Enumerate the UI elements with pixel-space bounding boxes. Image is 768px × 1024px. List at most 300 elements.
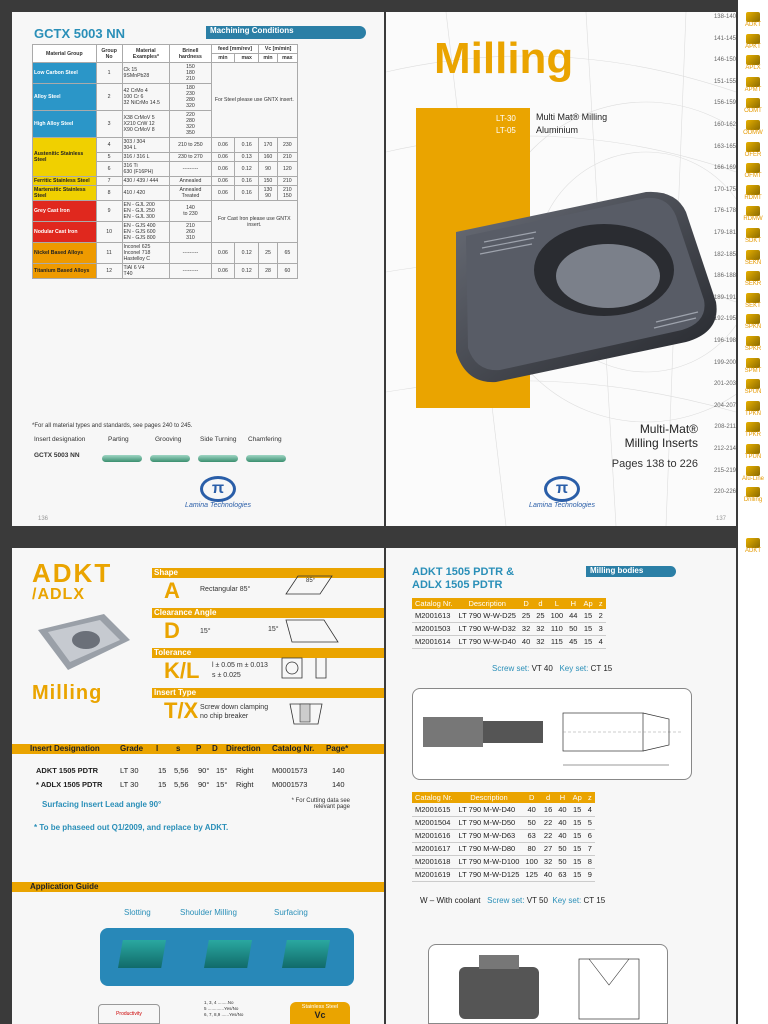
app-shoulder-milling: Shoulder Milling: [180, 908, 237, 917]
tab-item-spkn[interactable]: [713, 314, 768, 331]
cell-fmax: 0.13: [235, 153, 259, 162]
cell-vmin: 150: [259, 177, 277, 186]
cell-examples: Inconel 625 Inconel 718 Hastelloy C: [122, 243, 170, 264]
table-row: [412, 868, 595, 881]
cell-s: 5,56: [174, 766, 189, 775]
tab-item-apmt[interactable]: [713, 77, 768, 93]
table-cell: 3: [596, 622, 606, 635]
shape-desc: Rectangular 85°: [200, 586, 251, 593]
table-cell: 27: [541, 842, 555, 855]
tab-page-range: 204-207: [713, 402, 736, 409]
insert-type-diagram-icon: [288, 702, 324, 726]
insert-type-head: Insert Type: [152, 688, 384, 698]
shell-body-drawing: [428, 944, 668, 1024]
cell-examples: 303 / 304 304 L: [122, 138, 170, 153]
insert-type-letter: T/X: [164, 698, 199, 723]
cell-l: 15: [158, 780, 167, 789]
cell-vmin: 28: [259, 264, 277, 279]
material-group: Ferritic Stainless Steel: [33, 177, 97, 186]
material-group: Nickel Based Alloys: [33, 243, 97, 264]
cell-vmax: 230: [277, 138, 297, 153]
tab-item-drilling[interactable]: [713, 487, 768, 504]
clearance-angle: 15°: [268, 626, 279, 633]
tab-item-adkt-current[interactable]: [738, 538, 768, 554]
table-row: [33, 138, 298, 153]
table-cell: M2001618: [412, 855, 456, 868]
cell-examples: X38 CrMoV 5 X210 CrW 12 X90 CrMoV 8: [122, 111, 170, 138]
shell-bodies-table: [412, 792, 595, 882]
cell-no: 12: [96, 264, 122, 279]
table-cell: M2001503: [412, 622, 456, 635]
tab-item-tpun[interactable]: [713, 444, 768, 460]
lt-grade-30: LT-30: [496, 114, 516, 123]
table-cell: 15: [580, 609, 595, 622]
insert-thumb-icon: [746, 401, 760, 411]
key-set-label: Key set:: [552, 896, 582, 905]
cell-fmin: 0.06: [211, 153, 235, 162]
cell-fmax: 0.12: [235, 264, 259, 279]
op-chamfering: Chamfering: [248, 436, 282, 443]
key-set-value: CT 15: [583, 896, 606, 905]
table-cell: LT 790 M-W-D63: [456, 829, 523, 842]
th-col: z: [585, 792, 595, 803]
table-cell: 80: [522, 842, 541, 855]
insert-thumb-icon: [746, 293, 760, 303]
table-cell: 110: [548, 622, 567, 635]
tab-page-range: 176-178: [713, 208, 736, 215]
tab-item-ofmt[interactable]: [713, 163, 768, 180]
tab-code: APKT: [745, 43, 761, 50]
tab-code: OFER: [744, 151, 762, 158]
th-p: P: [196, 744, 202, 753]
coolant-note: [420, 896, 605, 905]
tab-page-range: 208-211: [714, 424, 736, 431]
tab-page-range: 215-219: [713, 467, 736, 474]
cell-fmax: 0.12: [235, 162, 259, 177]
tab-item-spmt[interactable]: [713, 358, 768, 374]
cell-page: 140: [332, 766, 345, 775]
table-cell: 22: [541, 816, 555, 829]
adkt-title: ADKT: [32, 558, 113, 588]
cell-grade: LT 30: [120, 780, 139, 789]
table-row: [412, 842, 595, 855]
table-cell: 100: [548, 609, 567, 622]
table-cell: 8: [585, 855, 595, 868]
table-cell: 15: [580, 635, 595, 648]
lt-desc-2: Aluminium: [536, 125, 579, 135]
milling-bodies-tag: Milling bodies: [586, 566, 676, 577]
table-cell: 63: [522, 829, 541, 842]
shank-bodies-table: [412, 598, 606, 649]
table-cell: 25: [519, 609, 533, 622]
tab-item-odmw[interactable]: [713, 120, 768, 136]
tab-page-range: 138-140: [713, 14, 736, 20]
table-cell: 44: [566, 609, 580, 622]
cell-no: 4: [96, 138, 122, 153]
th-brinell: Brinell hardness: [170, 45, 211, 63]
side-turning-insert-icon: [198, 455, 238, 462]
th-col: Description: [456, 792, 523, 803]
cell-examples: Ck 15 9SMnPb28: [122, 63, 170, 84]
table-row: [33, 201, 298, 222]
table-cell: 50: [555, 855, 569, 868]
cell-fmax: 0.16: [235, 177, 259, 186]
table-cell: 4: [596, 635, 606, 648]
clearance-diagram-icon: [284, 616, 344, 646]
insert-thumb-icon: [746, 358, 760, 368]
tab-item-sdkt[interactable]: [713, 228, 768, 244]
application-images: [100, 928, 354, 986]
page-number: 136: [38, 516, 49, 522]
th-col: Ap: [580, 598, 595, 609]
cell-p: 90°: [198, 766, 210, 775]
tab-page-range: 189-191: [713, 294, 736, 301]
page-136: [12, 12, 384, 526]
tab-item-aplx[interactable]: [713, 55, 768, 72]
chamfering-insert-icon: [246, 455, 286, 462]
insert-thumb-icon: [746, 538, 760, 548]
table-cell: 40: [519, 635, 533, 648]
table-cell: 40: [522, 803, 541, 816]
table-row: [412, 622, 606, 635]
table-row: [412, 609, 606, 622]
face-mill-drawing-icon: [429, 945, 669, 1024]
insert-thumb-icon: [746, 466, 760, 476]
phase-out-note: * To be phaseed out Q1/2009, and replace by ADKT.: [34, 823, 229, 832]
cell-hardness: 150 180 210: [170, 63, 211, 84]
material-group: High Alloy Steel: [33, 111, 97, 138]
cell-hardness: 210 260 310: [170, 222, 211, 243]
th-col: Description: [456, 598, 519, 609]
th-material-group: Material Group: [33, 45, 97, 63]
tab-page-range: 186-188: [713, 273, 736, 280]
key-set-value: CT 15: [590, 664, 613, 673]
cell-no: 1: [96, 63, 122, 84]
cell-examples: 316 Ti 630 (F16PH): [122, 162, 170, 177]
table-cell: 4: [585, 803, 595, 816]
tab-page-range: 182-185: [713, 251, 736, 258]
tab-item-odmt[interactable]: [713, 98, 768, 115]
th-grade: Grade: [120, 744, 144, 753]
tab-page-range: 196-198: [713, 338, 736, 344]
th-vc: Vc [m/min]: [259, 45, 298, 54]
th-direction: Direction: [226, 744, 261, 753]
table-cell: 45: [566, 635, 580, 648]
tab-item-tpkr[interactable]: [714, 422, 768, 439]
th-max: max: [235, 54, 259, 63]
tab-item-alu-line[interactable]: [713, 466, 768, 482]
cell-vmin: 160: [259, 153, 277, 162]
table-cell: 6: [585, 829, 595, 842]
tab-code: SEKR: [744, 281, 762, 288]
cell-vmax: 60: [277, 264, 297, 279]
insert-thumb-icon: [746, 228, 760, 238]
legend-line-3: 6, 7, 8,9 ......Yes/No: [204, 1012, 244, 1017]
insert-thumb-icon: [746, 487, 760, 497]
mm-pages: Pages 138 to 226: [611, 458, 698, 470]
insert-thumb-icon: [746, 271, 760, 281]
end-mill-drawing-icon: [413, 689, 693, 781]
material-group: Nodular Cast Iron: [33, 222, 97, 243]
cell-examples: 316 / 316 L: [122, 153, 170, 162]
tab-item-rdmw[interactable]: [713, 206, 768, 223]
tab-item-sekr[interactable]: [713, 271, 768, 288]
insert-designation-label: Insert designation: [34, 436, 86, 443]
material-footnote: *For all material types and standards, see pages 240 to 245.: [32, 423, 193, 429]
slotting-block-icon: [118, 940, 166, 968]
tab-item-sekn[interactable]: [713, 250, 768, 266]
cell-no: 11: [96, 243, 122, 264]
th-min: min: [259, 54, 277, 63]
tab-page-range: 156-159: [713, 100, 736, 107]
cell-hardness: Annealed Treated: [170, 186, 211, 201]
cell-no: 7: [96, 177, 122, 186]
table-row: [412, 855, 595, 868]
milling-insert-icon: [436, 172, 726, 392]
th-col: D: [519, 598, 533, 609]
table-cell: 40: [541, 868, 555, 881]
shoulder-block-icon: [204, 940, 252, 968]
cell-cat: M0001573: [272, 766, 308, 775]
insert-thumb-icon: [746, 142, 760, 152]
page-title: [412, 566, 514, 592]
table-cell: 15: [570, 829, 585, 842]
cell-l: 15: [158, 766, 167, 775]
clearance-letter: D: [164, 618, 180, 643]
cell-fmax: 0.16: [235, 138, 259, 153]
table-cell: LT 790 W-W-D25: [456, 609, 519, 622]
cell-vmax: 120: [277, 162, 297, 177]
tab-code: APMT: [744, 86, 762, 93]
tab-code: ADKT: [744, 548, 761, 554]
cell-page: 140: [332, 780, 345, 789]
table-cell: 32: [533, 622, 547, 635]
table-cell: M2001614: [412, 635, 456, 648]
table-cell: 40: [555, 816, 569, 829]
table-cell: 7: [585, 842, 595, 855]
cell-hardness: 140 to 230: [170, 201, 211, 222]
table-cell: 125: [522, 868, 541, 881]
pi-logo-icon: π: [544, 476, 580, 502]
cell-examples: 42 CrMo 4 100 Cr 6 32 NiCrMo 14.5: [122, 84, 170, 111]
table-row: [412, 635, 606, 648]
surfacing-lead-note: Surfacing Insert Lead angle 90°: [42, 800, 162, 809]
cell-fmin: 0.06: [211, 177, 235, 186]
cutting-data-note: * For Cutting data see relevant page: [291, 798, 350, 810]
tab-page-range: 179-181: [713, 230, 736, 236]
cell-no: 6: [96, 162, 122, 177]
cell-no: 9: [96, 201, 122, 222]
title-line-1: ADKT 1505 PDTR &: [412, 566, 515, 578]
mm-title-1: Multi-Mat®: [639, 422, 698, 436]
cell-fmin: 0.06: [211, 162, 235, 177]
tolerance-letter: K/L: [164, 658, 200, 683]
adkt-insert-icon: [34, 610, 134, 676]
key-set-label: Key set:: [559, 664, 589, 673]
cell-fmin: 0.06: [211, 243, 235, 264]
page-137: [386, 12, 736, 526]
tab-item-apkt[interactable]: [713, 34, 768, 50]
table-cell: LT 790 M-W-D80: [456, 842, 523, 855]
cell-fmin: 0.06: [211, 186, 235, 201]
table-cell: 15: [570, 803, 585, 816]
table-cell: 15: [570, 855, 585, 868]
tab-code: RDMT: [744, 194, 762, 201]
legend-line-1: 1, 3, 4 ........No: [204, 1000, 234, 1005]
cell-hardness: ---------: [170, 264, 211, 279]
insert-thumb-icon: [746, 314, 760, 324]
table-cell: 25: [533, 609, 547, 622]
cell-vmin: 170: [259, 138, 277, 153]
cell-fmax: 0.12: [235, 243, 259, 264]
cell-name: ADKT 1505 PDTR: [36, 766, 99, 775]
table-cell: 5: [585, 816, 595, 829]
table-row: [412, 829, 595, 842]
tab-item-sekt[interactable]: [713, 293, 768, 309]
th-material-examples: Material Examples*: [122, 45, 170, 63]
mm-title-2: Milling Inserts: [624, 436, 698, 450]
cell-no: 5: [96, 153, 122, 162]
th-s: s: [176, 744, 181, 753]
th-col: d: [541, 792, 555, 803]
stainless-label: Stainless Steel: [301, 1004, 339, 1010]
tab-code: Alu-Line: [741, 475, 764, 482]
insert-thumb-icon: [746, 77, 760, 87]
designation-row: [32, 780, 362, 792]
tolerance-desc-1: l ± 0.05 m ± 0.013: [212, 662, 268, 669]
th-col: H: [566, 598, 580, 609]
lamina-text: Lamina Technologies: [185, 502, 251, 509]
tab-code: SDKT: [744, 238, 761, 244]
tab-item-ofer[interactable]: [713, 142, 768, 158]
insert-thumb-icon: [746, 34, 760, 44]
app-slotting: Slotting: [124, 908, 151, 917]
clearance-head: Clearance Angle: [152, 608, 384, 618]
cell-examples: 410 / 420: [122, 186, 170, 201]
screw-set-label: Screw set:: [487, 896, 525, 905]
cell-hardness: 230 to 270: [170, 153, 211, 162]
table-cell: LT 790 M-W-D100: [456, 855, 523, 868]
cell-no: 10: [96, 222, 122, 243]
tab-page-range: 151-155: [713, 78, 736, 85]
cell-vmin: 130 90: [259, 186, 277, 201]
tab-code: SEKN: [744, 259, 762, 266]
th-col: L: [548, 598, 567, 609]
table-cell: 15: [570, 868, 585, 881]
material-group: Low Carbon Steel: [33, 63, 97, 84]
machining-conditions-tag: Machining Conditions: [206, 26, 366, 39]
cell-fmin: 0.06: [211, 138, 235, 153]
table-cell: M2001617: [412, 842, 456, 855]
screw-set-1: [492, 664, 612, 673]
th-col: D: [522, 792, 541, 803]
tab-page-range: 160-162: [713, 122, 736, 128]
tab-page-range: 212-214: [713, 446, 736, 452]
milling-title: Milling: [434, 34, 574, 83]
machining-table: [32, 44, 298, 279]
th-catalog: Catalog Nr.: [272, 744, 315, 753]
table-row: [412, 816, 595, 829]
cell-examples: EN - GJS 400 EN - GJS 600 EN - GJS 800: [122, 222, 170, 243]
cell-s: 5,56: [174, 780, 189, 789]
tab-item-rdmt[interactable]: [713, 185, 768, 201]
insert-thumb-icon: [746, 422, 760, 432]
th-col: Catalog Nr.: [412, 598, 456, 609]
bottom-legend: [204, 1000, 284, 1018]
screw-set-value: VT 40: [531, 664, 553, 673]
cell-examples: TiAl 6 V4 T40: [122, 264, 170, 279]
th-col: H: [555, 792, 569, 803]
tab-page-range: 141-145: [713, 35, 736, 42]
insert-thumb-icon: [746, 55, 760, 65]
table-cell: LT 790 W-W-D40: [456, 635, 519, 648]
table-row: [33, 264, 298, 279]
insert-thumb-icon: [746, 120, 760, 130]
cell-examples: 430 / 439 / 444: [122, 177, 170, 186]
cell-grade: LT 30: [120, 766, 139, 775]
table-cell: 2: [596, 609, 606, 622]
tab-code: TPKN: [744, 410, 761, 417]
cell-vmax: 210: [277, 177, 297, 186]
tab-page-range: 201-203: [713, 381, 736, 388]
tab-item-spkr[interactable]: [713, 336, 768, 352]
milling-label: Milling: [32, 682, 103, 704]
tab-code: TPKR: [744, 432, 761, 439]
cell-hardness: ---------: [170, 162, 211, 177]
designation-row: [32, 766, 362, 778]
table-row: [33, 186, 298, 201]
shape-letter: A: [164, 578, 180, 603]
cell-hardness: Annealed: [170, 177, 211, 186]
lamina-logo: [522, 476, 602, 509]
th-col: d: [533, 598, 547, 609]
insert-thumb-icon: [746, 185, 760, 195]
productivity-box: Productivity: [98, 1004, 160, 1024]
table-row: [33, 177, 298, 186]
tab-page-range: 170-175: [713, 186, 736, 193]
tab-code: SPUN: [744, 389, 762, 396]
tab-page-range: 220-226: [713, 489, 736, 496]
tolerance-head: Tolerance: [152, 648, 384, 658]
table-cell: 40: [555, 829, 569, 842]
table-row: [412, 803, 595, 816]
parting-insert-icon: [102, 455, 142, 462]
cell-vmin: 90: [259, 162, 277, 177]
designation-table-head: [12, 744, 384, 754]
th-page: Page*: [326, 744, 349, 753]
tab-page-range: 199-200: [713, 359, 736, 366]
cell-vmax: 210: [277, 153, 297, 162]
table-row: [33, 63, 298, 84]
tab-item-spun[interactable]: [713, 379, 768, 396]
insert-thumb-icon: [746, 12, 760, 22]
table-cell: M2001616: [412, 829, 456, 842]
table-cell: 32: [533, 635, 547, 648]
tab-code: TPUN: [744, 454, 762, 460]
table-cell: 115: [548, 635, 567, 648]
tab-item-adkt[interactable]: [713, 12, 768, 28]
table-cell: 50: [566, 622, 580, 635]
tolerance-diagram-icon: [280, 656, 340, 682]
tab-item-tpkn[interactable]: [713, 401, 768, 417]
tab-page-range: 163-165: [713, 143, 736, 150]
cell-dir: Right: [236, 766, 254, 775]
cell-hardness: ---------: [170, 243, 211, 264]
pi-logo-icon: π: [200, 476, 236, 502]
material-group: Austenitic Stainless Steel: [33, 138, 97, 177]
lt-grade-05: LT-05: [496, 126, 516, 135]
material-group: Titanium Based Alloys: [33, 264, 97, 279]
